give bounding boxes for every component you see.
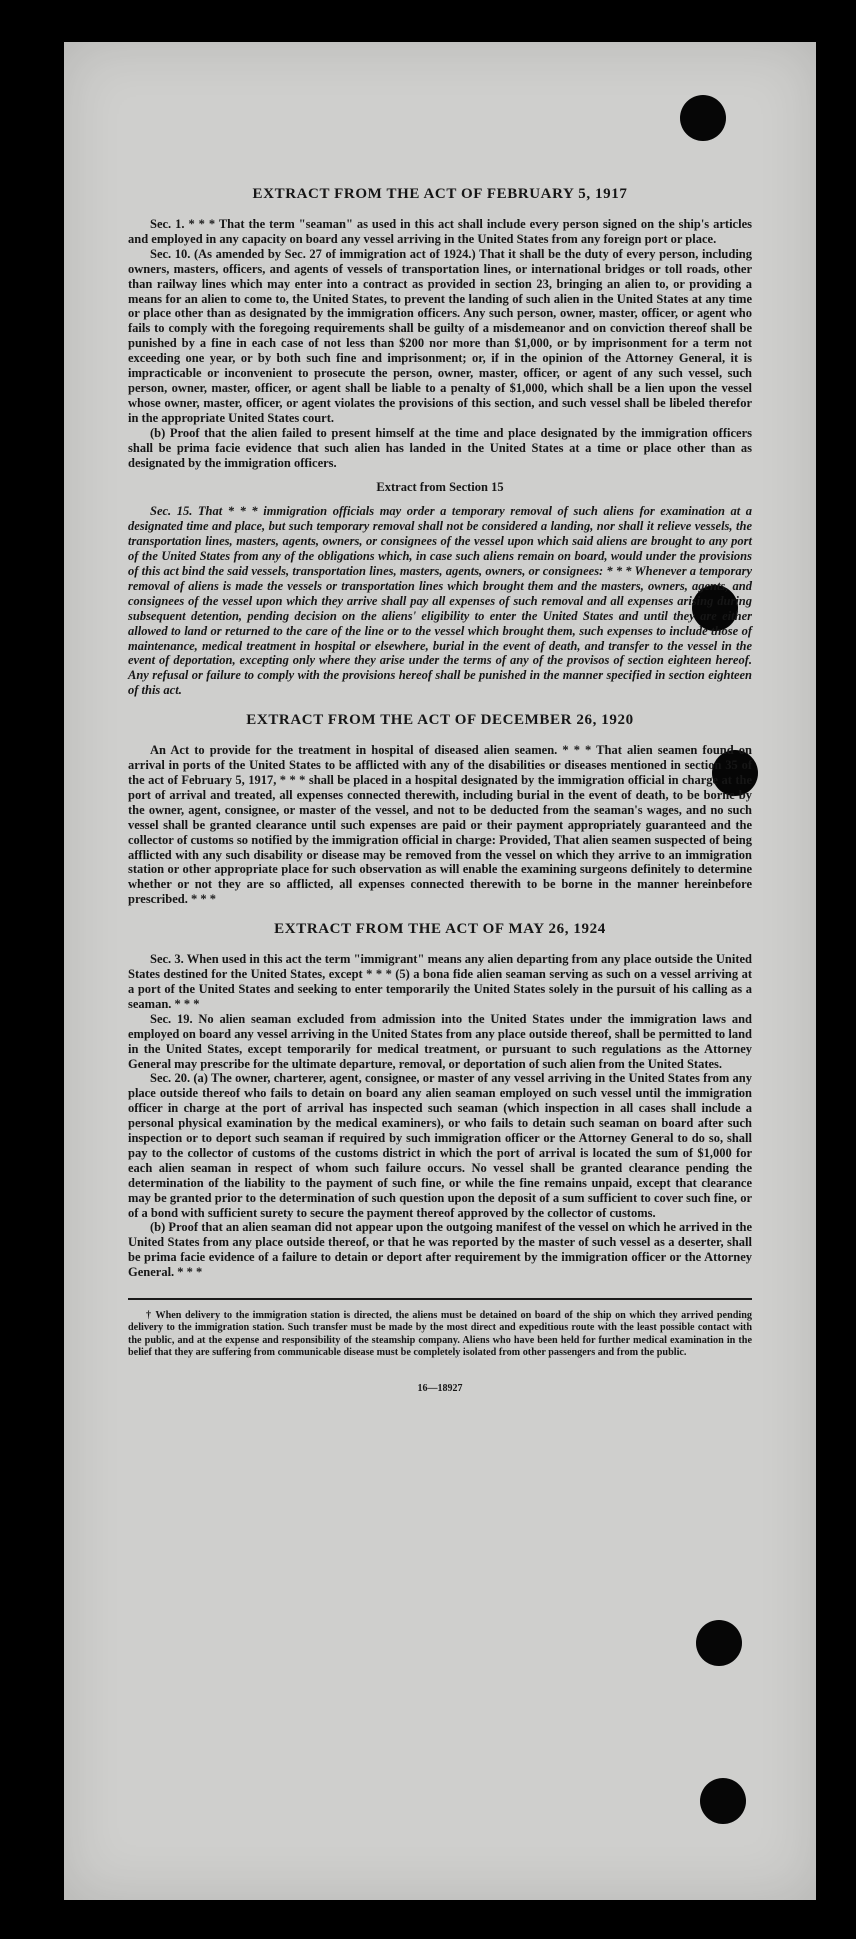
section-20a-paragraph: Sec. 20. (a) The owner, charterer, agent, consignee, or master of any vessel arriving in the United States from any place outside thereof who fails to detain on board any alien seaman employed on such vessel until the immigration officer in charge at the port of arrival has inspected such seaman (which inspection in all cases shall include a personal physical examination by the medical examiners), or who fails to detain such seaman on board after such inspection or to deport such seaman if required by such immigration officer or the Attorney General to do so, shall pay to the collector of customs of the customs district in which the port of arrival is located the sum of $1,000 for each alien seaman in respect of whom such failure occurs. No vessel shall be granted clearance pending the determination of the liability to the payment of such fine, or while the fine remains unpaid, except that clearance may be granted prior to the determination of such question upon the deposit of a sum sufficient to cover such fine, or of a bond with sufficient surety to secure the payment thereof approved by the collector of customs. (128, 1071, 752, 1220)
document-body (128, 186, 752, 1394)
subheading-section-15: Extract from Section 15 (376, 480, 504, 495)
punch-hole (696, 1620, 742, 1666)
section-15-paragraph: Sec. 15. That * * * immigration officials may order a temporary removal of such aliens for examination at a designated time and place, but such temporary removal shall not be considered a landing, nor shall it relieve vessels, the transportation lines, masters, agents, owners, or consignees of the vessel upon which said aliens are brought to any port of the United States from any of the obligations which, in case such aliens remain on board, would under the provisions of this act bind the said vessels, transportation lines, masters, agents, owners, or consignees: * * * Whenever a temporary removal of aliens is made the vessels or transportation lines which brought them and the masters, owners, agents, and consignees of the vessel upon which they arrive shall pay all expenses of such removal and all expenses arising during subsequent detention, pending decision on the aliens' eligibility to enter the United States and until they are either allowed to land or returned to the care of the line or to the vessel which brought them, such expenses to include those of maintenance, medical treatment in hospital or elsewhere, burial in the event of death, and transfer to the vessel in the event of deportation, excepting only where they arise under the terms of any of the provisos of section eighteen hereof. Any refusal or failure to comply with the provisions hereof shall be punished in the manner specified in section eighteen of this act. (128, 504, 752, 698)
section-3-paragraph: Sec. 3. When used in this act the term "immigrant" means any alien departing from any place outside the United States destined for the United States, except * * * (5) a bona fide alien seaman serving as such on a vessel arriving at a port of the United States and seeking to enter temporarily the United States solely in the pursuit of his calling as a seaman. * * * (128, 952, 752, 1011)
punch-hole (700, 1778, 746, 1824)
footnote: † When delivery to the immigration station is directed, the aliens must be detained on board of the ship on which they arrived pending delivery to the immigration station. Such transfer must be made by the most direct and expeditious route with the least possible contact with the public, and at the expense and responsibility of the steamship company. Aliens who have been held for further medical examination in the belief that they are suffering from communicable disease must be completely isolated from other passengers and from the public. (128, 1310, 752, 1358)
act-1920-paragraph: An Act to provide for the treatment in hospital of diseased alien seamen. * * * That alien seamen found on arrival in ports of the United States to be afflicted with any of the disabilities or diseases mentioned in section 35 of the act of February 5, 1917, * * * shall be placed in a hospital designated by the immigration official in charge at the port of arrival and treated, all expenses connected therewith, including burial in the event of death, to be borne by the owner, agent, consignee, or master of the vessel, and not to be deducted from the seaman's wages, and no such vessel shall be granted clearance until such expenses are paid or their payment appropriately guaranteed and the collector of customs so notified by the immigration official in charge: Provided, That alien seamen suspected of being afflicted with any such disability or disease may be removed from the vessel on which they arrive to an immigration station or other appropriate place for such observation as will enable the examining surgeons definitely to determine whether or not they are so afflicted, all expenses connected therewith to be borne in the manner hereinbefore prescribed. * * * (128, 743, 752, 907)
section-1-paragraph: Sec. 1. * * * That the term "seaman" as used in this act shall include every person signed on the ship's articles and employed in any capacity on board any vessel arriving in the United States from any foreign port or place. (128, 217, 752, 246)
heading-act-1920: EXTRACT FROM THE ACT OF DECEMBER 26, 1920 (246, 712, 634, 729)
heading-act-1917: EXTRACT FROM THE ACT OF FEBRUARY 5, 1917 (252, 186, 628, 202)
section-20b-paragraph: (b) Proof that an alien seaman did not appear upon the outgoing manifest of the vessel on which he arrived in the United States from any place outside thereof, or that he was reported by the master of such vessel as a deserter, shall be prima facie evidence of a failure to detain or deport after requirement by the immigration officer or the Attorney General. * * * (128, 1220, 752, 1280)
section-19-paragraph: Sec. 19. No alien seaman excluded from admission into the United States under the immigration laws and employed on board any vessel arriving in the United States from any place outside thereof, shall be permitted to land in the United States, except temporarily for medical treatment, or pursuant to such regulations as the Attorney General may prescribe for the ultimate departure, removal, or deportation of such alien from the United States. (128, 1011, 752, 1071)
document-page (64, 42, 816, 1900)
section-10-paragraph: Sec. 10. (As amended by Sec. 27 of immigration act of 1924.) That it shall be the duty of every person, including owners, masters, officers, and agents of vessels of transportation lines, or international bridges or toll roads, other than railway lines which may enter into a contract as provided in section 23, bringing an alien to, or providing a means for an alien to come to, the United States, to prevent the landing of such alien in the United States at any time or place other than as designated by the immigration officers. Any such person, owner, master, officer, or agent who fails to comply with the foregoing requirements shall be guilty of a misdemeanor and on conviction thereof shall be punished by a fine in each case of not less than $200 nor more than $1,000, or by imprisonment for a term not exceeding one year, or by both such fine and imprisonment; or, if in the opinion of the Attorney General, it is impracticable or inconvenient to prosecute the person, owner, master, officer, or agent of any such vessel, such person, owner, master, officer, or agent shall be liable to a penalty of $1,000, which shall be a lien upon the vessel whose owner, master, officer, or agent violates the provisions of this section, and such vessel shall be libeled therefor in the appropriate United States court. (128, 246, 752, 425)
footnote-divider (128, 1298, 752, 1300)
heading-act-1924: EXTRACT FROM THE ACT OF MAY 26, 1924 (274, 921, 606, 938)
section-10b-paragraph: (b) Proof that the alien failed to present himself at the time and place designated by the immigration officers shall be prima facie evidence that such alien has landed in the United States at a time or place other than as designated by the immigration officers. (128, 425, 752, 470)
form-number: 16—18927 (417, 1382, 463, 1394)
punch-hole (680, 95, 726, 141)
